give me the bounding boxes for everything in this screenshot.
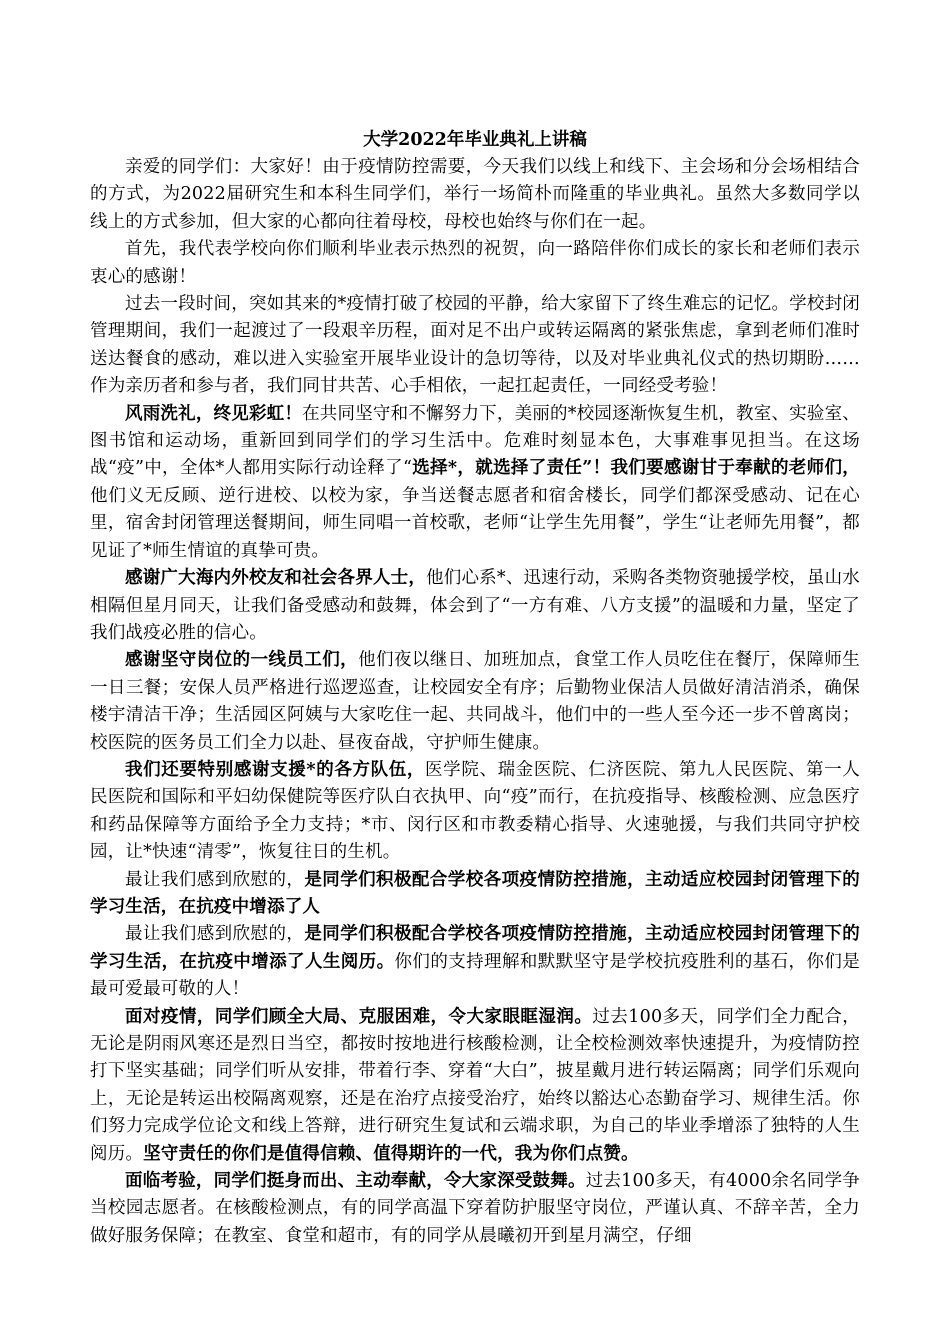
- paragraph: [90, 757, 860, 867]
- document-title: 大学2022年毕业典礼上讲稿: [363, 130, 587, 150]
- text-run: 最让我们感到欣慰的，: [125, 924, 305, 945]
- text-run: 医学院、瑞金医院、仁济医院、第九人民医院、第一人民医院和国际和平妇幼保健院等医疗队白衣执甲、向“疫”而行，在抗疫指导、核酸检测、应急医疗和药品保障等方面给予全力支持；*市、闵行区和市教委精心指导、火速驰援，与我们共同守护校园，让*快速“清零”，恢复往日的生机。: [90, 759, 860, 863]
- text-run: 亲爱的同学们：大家好！由于疫情防控需要，今天我们以线上和线下、主会场和分会场相结合的方式，为2022届研究生和本科生同学们，举行一场简朴而隆重的毕业典礼。虽然大多数同学以线上的方式参加，但大家的心都向往着母校，母校也始终与你们在一起。: [90, 157, 860, 232]
- document-body: [90, 154, 860, 1250]
- paragraph: [90, 565, 860, 647]
- bold-text-run: 面临考验，同学们挺身而出、主动奉献，令大家深受鼓舞。: [125, 1171, 586, 1192]
- text-run: 最让我们感到欣慰的，: [125, 869, 305, 890]
- bold-text-run: 我们还要特别感谢支援*的各方队伍，: [125, 759, 426, 780]
- bold-text-run: 选择*，就选择了责任”！我们要感谢甘于奉献的老师们，: [412, 458, 860, 479]
- text-run: 过去100多天，同学们全力配合，无论是阴雨风寒还是烈日当空，都按时按地进行核酸检测，让全校检测效率快速提升，为疫情防控打下坚实基础；同学们听从安排，带着行李、穿着“大白”，披星戴月进行转运隔离；同学们乐观向上，无论是转运出校隔离观察，还是在治疗点接受治疗，始终以豁达心态勤奋学习、规律生活。你们努力完成学位论文和线上答辩，进行研究生复试和云端求职，为自己的毕业季增添了独特的人生阅历。: [90, 1006, 860, 1164]
- bold-text-run: 风雨洗礼，终见彩虹！: [125, 403, 303, 424]
- bold-text-run: 面对疫情，同学们顾全大局、克服困难，令大家眼眶湿润。: [125, 1006, 593, 1027]
- bold-text-run: 是同学们积极配合学校各项疫情防控措施，主动适应校园封闭管理下的学习生活，在抗疫中增添了人: [90, 869, 860, 917]
- bold-text-run: 坚守责任的你们是值得信赖、值得期许的一代，我为你们点赞。: [143, 1143, 639, 1164]
- paragraph: [90, 401, 860, 565]
- paragraph: [90, 647, 860, 757]
- text-run: 过去一段时间，突如其来的*疫情打破了校园的平静，给大家留下了终生难忘的记忆。学校封闭管理期间，我们一起渡过了一段艰辛历程，面对足不出户或转运隔离的紧张焦虑，拿到老师们准时送达餐食的感动，难以进入实验室开展毕业设计的急切等待，以及对毕业典礼仪式的热切期盼……作为亲历者和参与者，我们同甘共苦、心手相依，一起扛起责任，一同经受考验！: [90, 294, 860, 397]
- paragraph: [90, 236, 860, 291]
- text-run: 你们的支持理解和默默坚守是学校抗疫胜利的基石，你们是最可爱最可敬的人！: [90, 951, 860, 1000]
- text-run: 首先，我代表学校向你们顺利毕业表示热烈的祝贺，向一路陪伴你们成长的家长和老师们表示衷心的感谢！: [90, 239, 860, 287]
- text-run: 他们夜以继日、加班加点，食堂工作人员吃住在餐厅，保障师生一日三餐；安保人员严格进行巡逻巡查，让校园安全有序；后勤物业保洁人员做好清洁消杀，确保楼宇清洁干净；生活园区阿姨与大家吃住一起、共同战斗，他们中的一些人至今还一步不曾离岗；校医院的医务员工们全力以赴、昼夜奋战，守护师生健康。: [90, 650, 860, 753]
- paragraph: [90, 291, 860, 401]
- text-run: 过去100多天，有4000余名同学争当校园志愿者。在核酸检测点，有的同学高温下穿着防护服坚守岗位，严谨认真、不辞辛苦，全力做好服务保障；在教室、食堂和超市，有的同学从晨曦初开到星月满空，仔细: [90, 1171, 860, 1246]
- paragraph: [90, 1168, 860, 1250]
- paragraph: [90, 1004, 860, 1168]
- text-run: 在共同坚守和不懈努力下，美丽的*校园逐渐恢复生机，教室、实验室、图书馆和运动场，重新回到同学们的学习生活中。危难时刻显本色，大事难事见担当。在这场战“疫”中，全体*人都用实际行动诠释了“: [90, 403, 861, 479]
- bold-text-run: 感谢坚守岗位的一线员工们，: [125, 650, 359, 671]
- bold-text-run: 感谢广大海内外校友和社会各界人士，: [125, 568, 427, 589]
- paragraph: [90, 867, 860, 922]
- paragraph: [90, 921, 860, 1003]
- text-run: 他们心系*、迅速行动，采购各类物资驰援学校，虽山水相隔但星月同天，让我们备受感动和鼓舞，体会到了“一方有难、八方支援”的温暖和力量，坚定了我们战疫必胜的信心。: [90, 568, 860, 643]
- paragraph: [90, 154, 860, 236]
- text-run: 他们义无反顾、逆行进校、以校为家，争当送餐志愿者和宿舍楼长，同学们都深受感动、记在心里，宿舍封闭管理送餐期间，师生同唱一首校歌，老师“让学生先用餐”，学生“让老师先用餐”，都见证了*师生情谊的真挚可贵。: [90, 485, 860, 561]
- bold-text-run: 是同学们积极配合学校各项疫情防控措施，主动适应校园封闭管理下的学习生活，在抗疫中增添了人生阅历。: [90, 924, 860, 972]
